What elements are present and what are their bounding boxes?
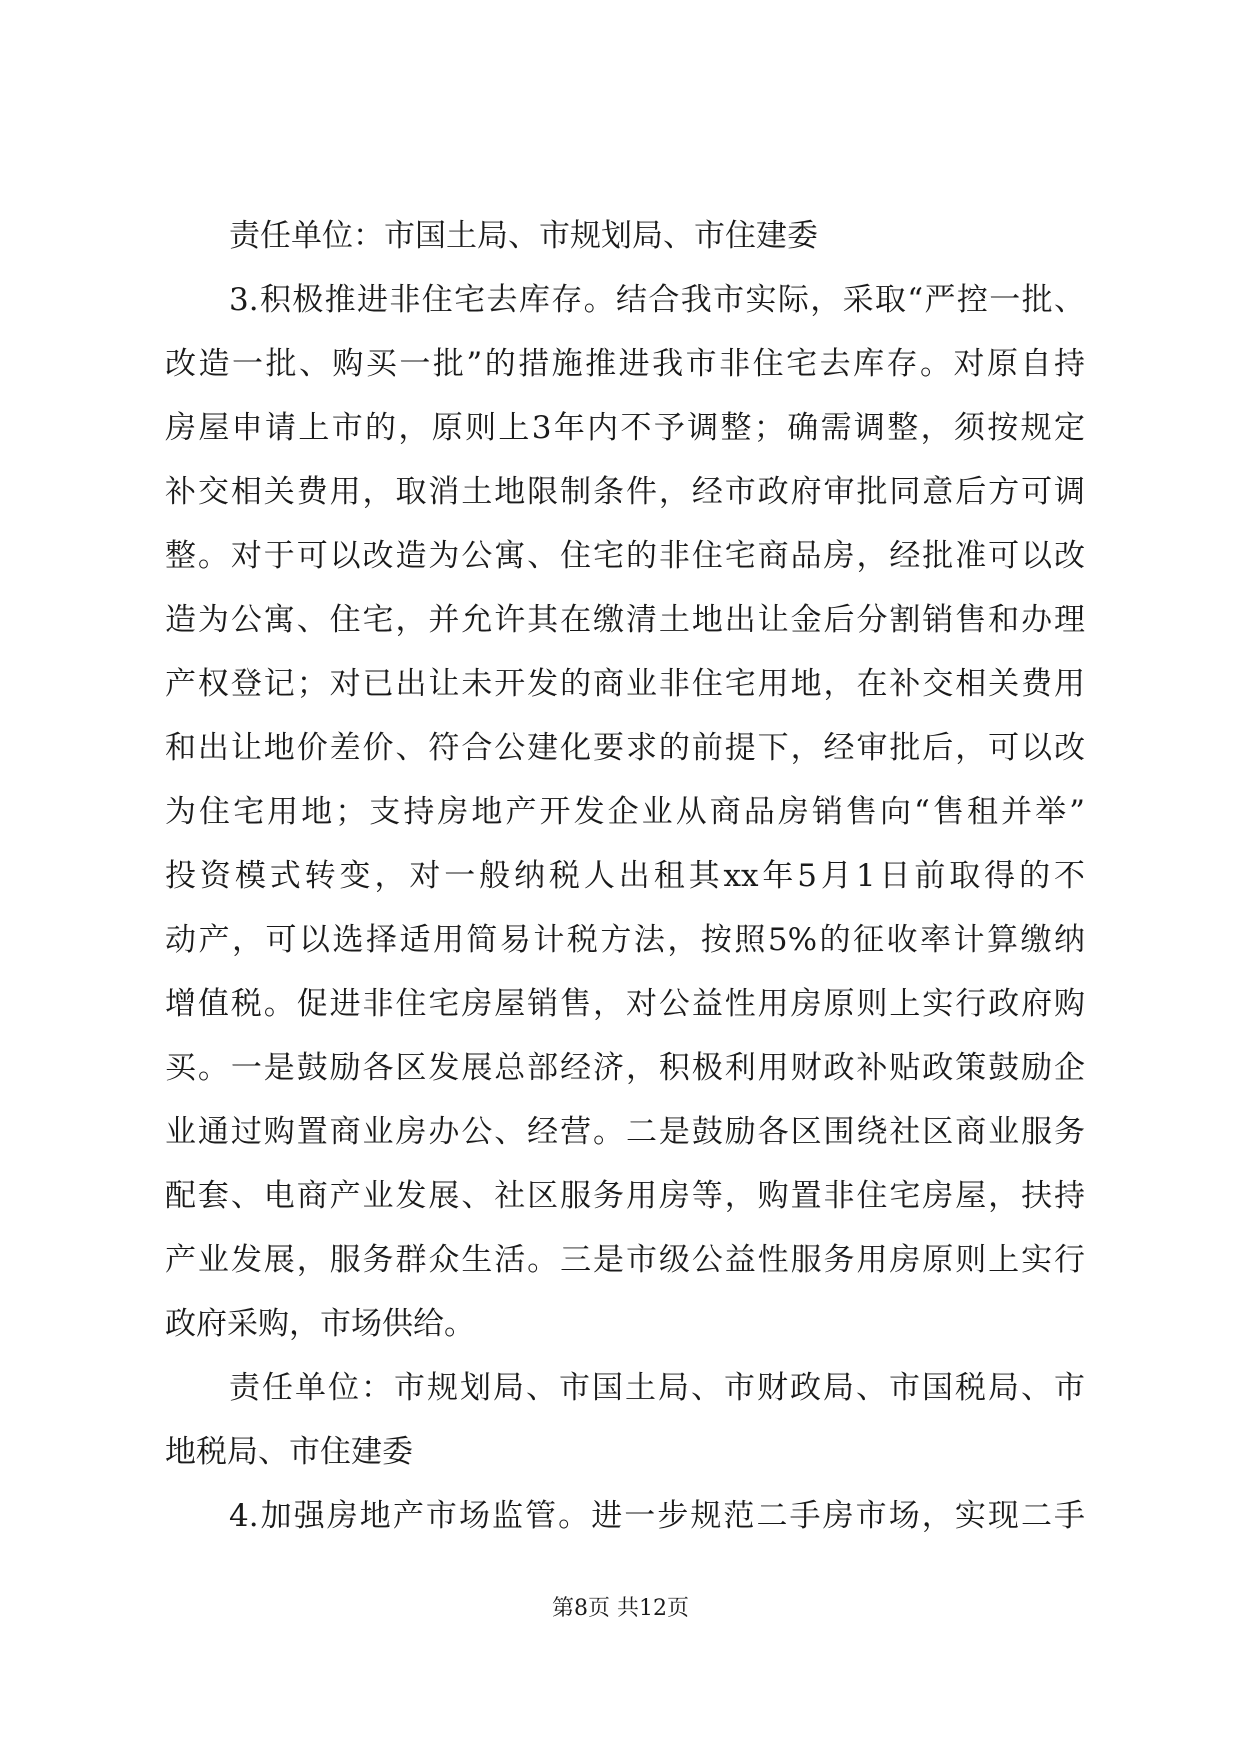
document-body (165, 204, 1085, 1548)
text-line: 为住宅用地；支持房地产开发企业从商品房销售向“售租并举” (165, 794, 1085, 830)
text-line: 政府采购，市场供给。 (165, 1306, 475, 1342)
text-line: 增值税。促进非住宅房屋销售，对公益性用房原则上实行政府购 (165, 986, 1085, 1022)
page-footer (0, 1594, 1241, 1624)
text-line: 房屋申请上市的，原则上3年内不予调整；确需调整，须按规定 (165, 410, 1085, 446)
text-line: 地税局、市住建委 (165, 1434, 413, 1470)
text-line: 造为公寓、住宅，并允许其在缴清土地出让金后分割销售和办理 (165, 602, 1085, 638)
text-line: 整。对于可以改造为公寓、住宅的非住宅商品房，经批准可以改 (165, 538, 1085, 574)
text-line: 补交相关费用，取消土地限制条件，经市政府审批同意后方可调 (165, 474, 1085, 510)
text-line: 动产，可以选择适用简易计税方法，按照5%的征收率计算缴纳 (165, 922, 1085, 958)
text-line: 责任单位：市国土局、市规划局、市住建委 (229, 218, 818, 254)
text-line: 产权登记；对已出让未开发的商业非住宅用地，在补交相关费用 (165, 666, 1085, 702)
text-line: 4.加强房地产市场监管。进一步规范二手房市场，实现二手 (229, 1498, 1085, 1534)
text-line: 业通过购置商业房办公、经营。二是鼓励各区围绕社区商业服务 (165, 1114, 1085, 1150)
text-line: 投资模式转变，对一般纳税人出租其xx年5月1日前取得的不 (165, 858, 1085, 894)
text-line: 改造一批、购买一批”的措施推进我市非住宅去库存。对原自持 (165, 346, 1085, 382)
text-line: 责任单位：市规划局、市国土局、市财政局、市国税局、市 (229, 1370, 1085, 1406)
text-line: 3.积极推进非住宅去库存。结合我市实际，采取“严控一批、 (229, 282, 1085, 318)
page-number-label: 第8页 共12页 (552, 1596, 689, 1621)
text-line: 产业发展，服务群众生活。三是市级公益性服务用房原则上实行 (165, 1242, 1085, 1278)
text-line: 和出让地价差价、符合公建化要求的前提下，经审批后，可以改 (165, 730, 1085, 766)
text-line: 配套、电商产业发展、社区服务用房等，购置非住宅房屋，扶持 (165, 1178, 1085, 1214)
text-line: 买。一是鼓励各区发展总部经济，积极利用财政补贴政策鼓励企 (165, 1050, 1085, 1086)
